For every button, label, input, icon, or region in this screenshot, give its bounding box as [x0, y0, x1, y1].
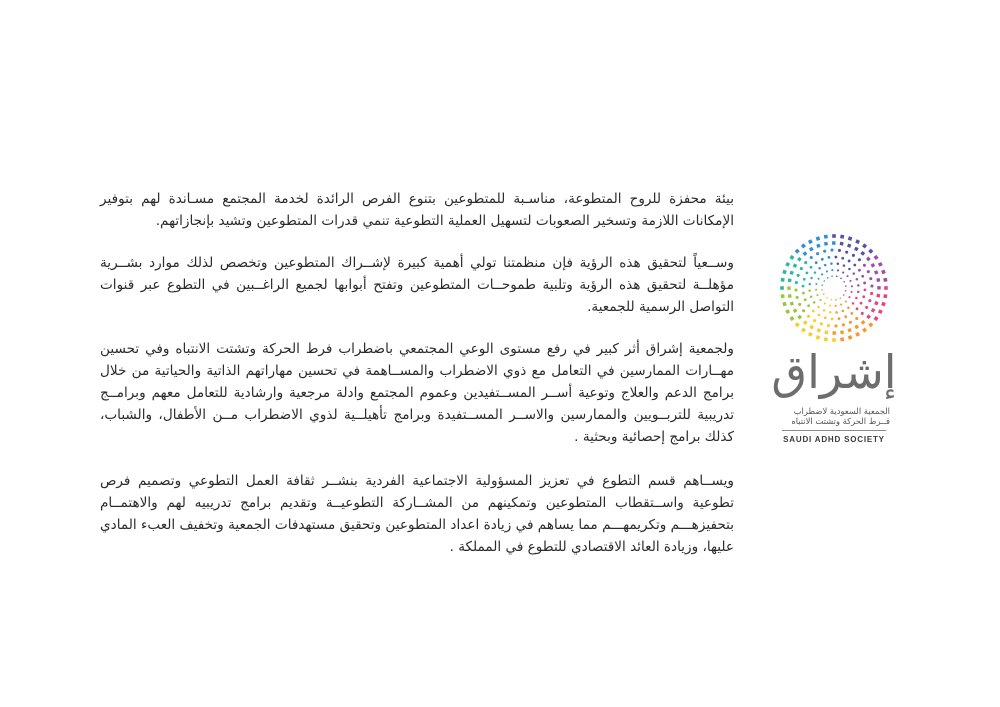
logo-dot [865, 306, 868, 309]
logo-dot [810, 266, 813, 269]
logo-dot [802, 292, 805, 295]
logo-dot [785, 309, 790, 314]
logo-dot [844, 315, 847, 318]
logo-dot [793, 263, 798, 268]
logo-dot [835, 299, 837, 301]
logo-dot [788, 278, 792, 282]
logo-dot [810, 277, 813, 280]
logo-dot [817, 328, 821, 332]
logo-dot [806, 271, 809, 274]
logo-dot [848, 268, 851, 271]
logo-dot [801, 328, 806, 333]
logo-dot [851, 285, 853, 287]
logo-dot [824, 302, 826, 304]
logo-dot [819, 299, 821, 301]
logo-dot [832, 234, 836, 238]
logo-dot [845, 251, 848, 254]
logo-dot [824, 235, 828, 239]
logo-dot [817, 278, 819, 280]
logo-dot [793, 308, 798, 313]
logo-dot [813, 319, 816, 322]
logo-dot [853, 272, 856, 275]
logo-dot [862, 295, 865, 298]
logo-dot [845, 285, 847, 287]
logo-dot [795, 281, 798, 284]
logo-subtitle [774, 406, 890, 426]
logo-dot [812, 310, 815, 313]
logo-dot [795, 249, 800, 254]
logo-dot [781, 294, 785, 298]
logo-dot [816, 294, 818, 296]
logo-dot [790, 301, 794, 305]
logo-dot [829, 311, 832, 314]
logo-dot [856, 278, 859, 281]
logo-dot [785, 262, 790, 267]
logo-dot [831, 318, 834, 321]
logo-dot [815, 289, 817, 291]
logo-dot [822, 284, 824, 286]
logo-dot [851, 291, 853, 293]
logo-dot [832, 331, 835, 334]
logo-dot-ring-icon [778, 232, 890, 344]
logo-dot [861, 320, 866, 325]
logo-dot [867, 270, 870, 273]
logo-dot [835, 305, 837, 307]
logo-dot [870, 284, 873, 287]
logo-dot [874, 270, 878, 274]
paragraph-engagement: وســعياً لتحقيق هذه الرؤية فإن منظمتنا تولي أهمية كبيرة لإشــراك المتطوعين وتخصص لذلك موارد بشــرية مؤهلــة لتحقيق هذه الرؤية وتلبية طموحــات المتطوعين وتفتح أبوابها لجميع الراغــبين في التطوع عبر قنوات التواصل الرسمية للجمعية. [100, 255, 734, 315]
logo-dot [871, 263, 876, 268]
logo-dot [831, 275, 833, 277]
logo-dot [816, 252, 819, 255]
logo-dot [858, 258, 861, 261]
logo-dot [823, 309, 826, 312]
logo-dot [846, 275, 848, 277]
logo-dot [863, 264, 866, 267]
logo-dot [803, 251, 808, 256]
logo-dot [795, 322, 800, 327]
logo-dot [849, 280, 851, 282]
logo-dot [830, 299, 832, 301]
logo-dot [781, 278, 785, 282]
logo-dot [788, 294, 792, 298]
logo-dot [848, 335, 853, 340]
logo-dot [838, 317, 841, 320]
logo-dot [829, 305, 831, 307]
logo-dot [855, 317, 858, 320]
logo-dot [862, 328, 867, 333]
logo-dot [824, 264, 827, 267]
logo-dot [881, 302, 886, 307]
logo-dot [823, 293, 825, 295]
logo-dot [847, 307, 850, 310]
logo-dot [789, 255, 794, 260]
logo-dot [845, 290, 847, 292]
paragraph-vision: بيئة محفزة للروح المتطوعة، مناسـبة للمتطوعين بتنوع الفرص الرائدة لخدمة المجتمع مسـاندة لهم بتوفير الإمكانات اللازمة وتسخير الصعوبات لتسهيل العملية التطوعية تنمي قدرات المتطوعين وتشيد بإنجازاتهم. [100, 191, 734, 229]
logo-dot [848, 236, 853, 241]
logo-dot [802, 309, 805, 312]
logo-dot [869, 277, 872, 280]
logo-dot [863, 282, 866, 285]
logo-dot [862, 243, 867, 248]
logo-dot [868, 322, 873, 327]
logo-dot [823, 250, 826, 253]
logo-dot [826, 270, 828, 272]
logo-dot [842, 323, 845, 326]
logo-dot [854, 247, 859, 252]
logo-dot [821, 289, 823, 291]
logo-dot [818, 267, 821, 270]
logo-subtitle-line2: فــرط الحركة وتشتت الانتباه [791, 416, 890, 426]
logo-dot [871, 308, 876, 313]
logo-dot [832, 338, 836, 342]
logo-dot [816, 236, 821, 241]
logo-dot [840, 277, 842, 279]
logo-dot [804, 261, 807, 264]
logo-dot [828, 256, 831, 259]
logo-dot [796, 296, 799, 299]
logo-dot [807, 315, 810, 318]
logo-dot [883, 278, 887, 282]
logo-dot [830, 249, 833, 252]
logo-dot [883, 294, 887, 298]
logo-dot [803, 278, 806, 281]
logo-dot [866, 257, 871, 262]
logo-dot [852, 254, 855, 257]
logo-dot [840, 337, 844, 341]
logo-dot [855, 239, 860, 244]
logo-dot [827, 324, 830, 327]
logo-dot [808, 239, 813, 244]
logo-dot [878, 262, 883, 267]
logo-dot [807, 304, 810, 307]
logo-dot [847, 243, 851, 247]
logo-dot [824, 242, 828, 246]
logo-dot [797, 274, 800, 277]
logo-dot [877, 286, 880, 289]
logo-dot [836, 276, 838, 278]
logo-dot [809, 283, 812, 286]
logo-dot [842, 271, 844, 273]
logo-dot [809, 325, 814, 330]
logo-dot [801, 243, 806, 248]
logo-dot [838, 249, 841, 252]
logo-dot [834, 324, 837, 327]
logo-dot [798, 303, 801, 306]
paragraph-volunteer-dept: ويســاهم قسم التطوع في تعزيز المسؤولية الاجتماعية الفردية بنشــر ثقافة العمل التطوعي وتصميم فرص تطوعية واســتقطاب المتطوعين وتمكينهم من المشــاركة التطوعيــة وتقديم برامج تدريبيه لهم والاهتمــام بتحفيزهـــم وتكريمهـــم مما يساهم في زيادة اعداد المتطوعين وتحقيق مستهدفات الجمعية وتخفيف العبء المادي عليها، وزيادة العائد الاقتصادي للتطوع في المملكة . [100, 473, 734, 555]
logo-dot [800, 267, 803, 270]
logo-dot [839, 297, 841, 299]
logo-dot [824, 316, 827, 319]
logo-dot [823, 280, 825, 282]
logo-dot [874, 301, 878, 305]
logo-dot [797, 315, 802, 320]
logo-dot [835, 256, 838, 259]
logo-dot [840, 303, 842, 305]
logo-dot [858, 269, 861, 272]
logo-dot [845, 300, 847, 302]
logo-dot [837, 269, 839, 271]
logo-dot [837, 263, 840, 266]
logo-dot [830, 262, 833, 265]
logo-dot [835, 311, 838, 314]
logo-dot [824, 330, 828, 334]
logo-dot [824, 337, 828, 341]
logo-dot [804, 298, 807, 301]
logo-dot [870, 292, 873, 295]
logo-dot [808, 332, 813, 337]
logo-dot [854, 325, 859, 330]
paragraph-impact: ولجمعية إشراق أثر كبير في رفع مستوى الوعي المجتمعي باضطراب فرط الحركة وتشتت الانتباه وفي تحسين مهــارات الممارسين في التعامل مع ذوي الاضطراب والمســاهمة في تحسين مهاراتهم الذاتية والحياتية من خلال برامج الدعم والعلاج وتوعية أســر المســتفيدين وعموم المجتمع وادلة مرجعية وارشادية للتعامل معهم وبرامــج تدريبية للتربــويين والممارسين والاســر المســتفيدة وبرامج تأهيلــية لذوي الاضطراب مــن الأطفال، والشباب، كذلك برامج إحصائية وبحثية . [100, 341, 734, 445]
logo-dot [816, 244, 820, 248]
logo-dot [817, 314, 820, 317]
logo-dot [861, 312, 864, 315]
logo-dot [850, 312, 853, 315]
logo-dot [881, 270, 886, 275]
logo-dot [826, 297, 828, 299]
logo-dot [864, 289, 867, 292]
logo-dot [795, 288, 798, 291]
logo-dot [842, 310, 845, 313]
logo-divider [782, 430, 886, 431]
logo-wordmark: إشراق [771, 345, 897, 399]
logo-dot [840, 242, 844, 246]
logo-dot [815, 283, 817, 285]
logo-dot [821, 273, 823, 275]
logo-dot [840, 235, 844, 239]
logo-dot [868, 249, 873, 254]
logo-dot [860, 251, 865, 256]
logo-dot [827, 277, 829, 279]
logo-dot [797, 257, 802, 262]
body-text [100, 188, 734, 578]
logo-dot [868, 299, 871, 302]
logo-dot [808, 289, 811, 292]
logo-dot [780, 286, 784, 290]
logo-dot [876, 278, 880, 282]
logo-dot [821, 258, 824, 261]
logo-dot [782, 302, 787, 307]
logo-english-name: SAUDI ADHD SOCIETY [783, 435, 885, 444]
logo-dot [841, 257, 844, 260]
logo-dot [810, 256, 813, 259]
logo-dot [843, 281, 845, 283]
logo-dot [860, 302, 863, 305]
logo-dot [855, 332, 860, 337]
logo-dot [866, 314, 871, 319]
logo-dot [874, 316, 879, 321]
logo-dot [782, 270, 787, 275]
logo-dot [814, 271, 817, 274]
logo-dot [843, 294, 845, 296]
logo-dot [857, 284, 860, 287]
logo-dot [874, 255, 879, 260]
logo-dot [815, 261, 818, 264]
organization-logo [770, 232, 898, 452]
logo-dot [878, 309, 883, 314]
logo-dot [789, 316, 794, 321]
logo-dot [855, 297, 858, 300]
logo-dot [876, 294, 880, 298]
logo-dot [848, 296, 850, 298]
logo-dot [884, 286, 888, 290]
logo-dot [831, 269, 833, 271]
logo-dot [789, 271, 793, 275]
logo-dot [852, 302, 855, 305]
logo-dot [820, 322, 823, 325]
logo-dot [787, 286, 790, 289]
logo-dot [849, 321, 852, 324]
logo-dot [843, 264, 846, 267]
logo-dot [856, 307, 859, 310]
logo-dot [803, 320, 808, 325]
logo-dot [847, 328, 851, 332]
logo-dot [853, 264, 856, 267]
logo-dot [816, 335, 821, 340]
logo-dot [848, 260, 851, 263]
logo-dot [802, 285, 805, 288]
logo-dot [857, 291, 860, 294]
logo-dot [809, 247, 814, 252]
logo-subtitle-line1: الجمعية السعودية لاضطراب [793, 406, 890, 416]
logo-dot [861, 275, 864, 278]
logo-dot [810, 296, 813, 299]
logo-dot [832, 241, 835, 244]
logo-dot [840, 330, 844, 334]
logo-dot [817, 306, 820, 309]
logo-dot [813, 301, 816, 304]
